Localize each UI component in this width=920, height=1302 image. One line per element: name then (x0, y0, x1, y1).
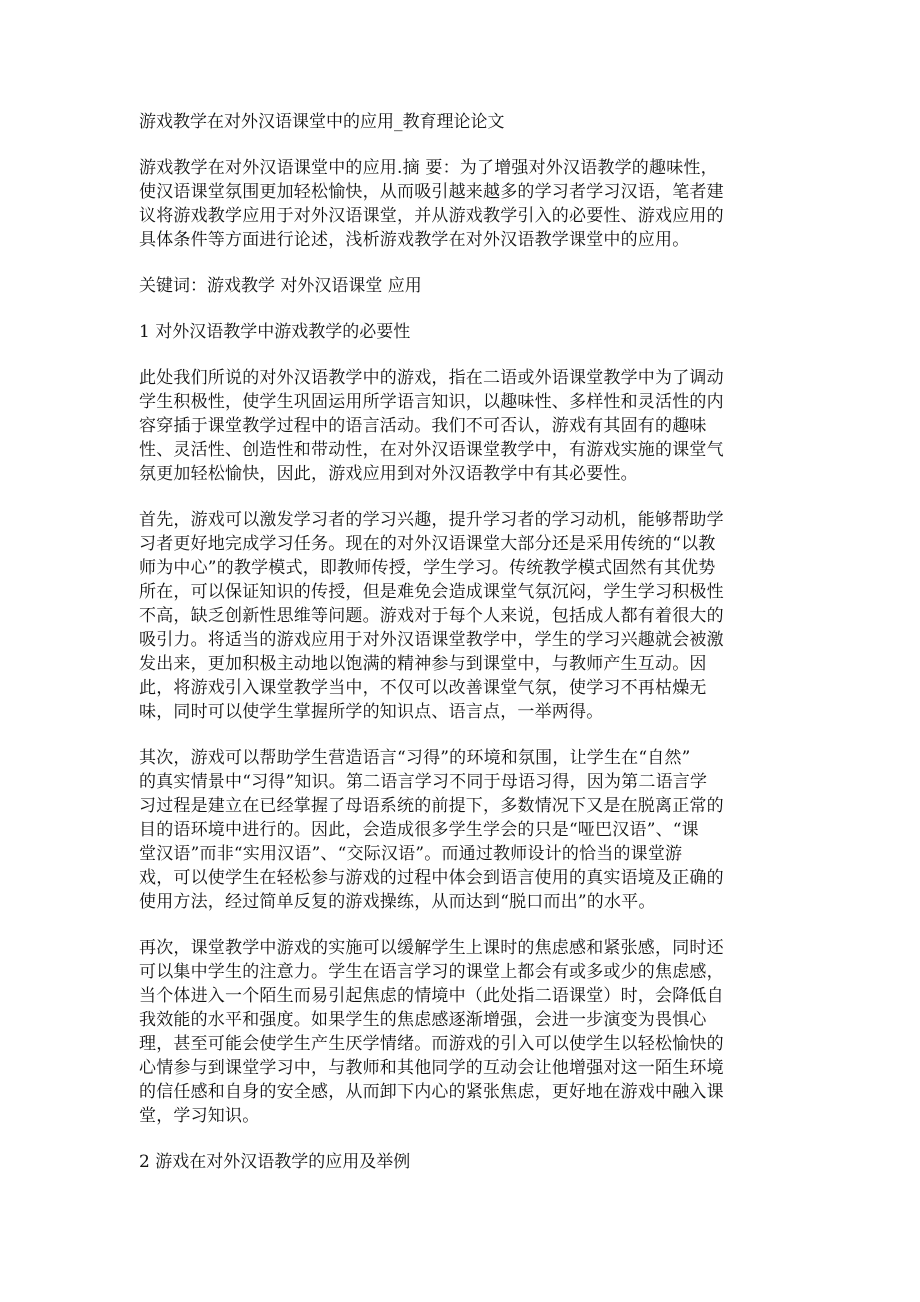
paragraph-line: 此，将游戏引入课堂教学当中，不仅可以改善课堂气氛，使学习不再枯燥无 (139, 678, 707, 698)
paragraph-line: 戏，可以使学生在轻松参与游戏的过程中体会到语言使用的真实语境及正确的 (139, 868, 724, 888)
paragraph-line: 当个体进入一个陌生而易引起焦虑的情境中（此处指二语课堂）时，会降低自 (139, 986, 724, 1006)
document-title: 游戏教学在对外汉语课堂中的应用_教育理论论文 (139, 112, 505, 132)
paragraph-line: 容穿插于课堂教学过程中的语言活动。我们不可否认，游戏有其固有的趣味 (139, 416, 707, 436)
paragraph-line: 目的语环境中进行的。因此，会造成很多学生学会的只是“哑巴汉语”、“课 (139, 820, 699, 840)
section-heading-2: 2 游戏在对外汉语教学的应用及举例 (139, 1152, 411, 1172)
body-paragraph-4 (139, 936, 789, 1128)
abstract-line: 使汉语课堂氛围更加轻松愉快，从而吸引越来越多的学习者学习汉语，笔者建 (139, 182, 724, 202)
abstract-paragraph (139, 156, 789, 252)
paragraph-line: 堂，学习知识。 (139, 1106, 260, 1126)
paragraph-line: 氛更加轻松愉快，因此，游戏应用到对外汉语教学中有其必要性。 (139, 464, 638, 484)
paragraph-line: 发出来，更加积极主动地以饱满的精神参与到课堂中，与教师产生互动。因 (139, 654, 707, 674)
abstract-line: 具体条件等方面进行论述，浅析游戏教学在对外汉语教学课堂中的应用。 (139, 230, 690, 250)
paragraph-line: 使用方法，经过简单反复的游戏操练，从而达到“脱口而出”的水平。 (139, 892, 656, 912)
paragraph-line: 习过程是建立在已经掌握了母语系统的前提下，多数情况下又是在脱离正常的 (139, 796, 724, 816)
paragraph-line: 的信任感和自身的安全感，从而卸下内心的紧张焦虑，更好地在游戏中融入课 (139, 1082, 724, 1102)
paragraph-line: 学生积极性，使学生巩固运用所学语言知识，以趣味性、多样性和灵活性的内 (139, 392, 724, 412)
abstract-line: 游戏教学在对外汉语课堂中的应用.摘 要：为了增强对外汉语教学的趣味性， (139, 158, 718, 178)
paragraph-line: 理，甚至可能会使学生产生厌学情绪。而游戏的引入可以使学生以轻松愉快的 (139, 1034, 724, 1054)
body-paragraph-1 (139, 366, 789, 486)
paragraph-line: 吸引力。将适当的游戏应用于对外汉语课堂教学中，学生的学习兴趣就会被激 (139, 630, 724, 650)
paragraph-line: 我效能的水平和强度。如果学生的焦虑感逐渐增强，会进一步演变为畏惧心 (139, 1010, 707, 1030)
paragraph-line: 可以集中学生的注意力。学生在语言学习的课堂上都会有或多或少的焦虑感， (139, 962, 724, 982)
paragraph-line: 再次，课堂教学中游戏的实施可以缓解学生上课时的焦虑感和紧张感，同时还 (139, 938, 724, 958)
paragraph-line: 堂汉语”而非“实用汉语”、“交际汉语”。而通过教师设计的恰当的课堂游 (139, 844, 683, 864)
section-heading-1: 1 对外汉语教学中游戏教学的必要性 (139, 322, 411, 342)
paragraph-line: 的真实情景中“习得”知识。第二语言学习不同于母语习得，因为第二语言学 (139, 772, 708, 792)
paragraph-line: 首先，游戏可以激发学习者的学习兴趣，提升学习者的学习动机，能够帮助学 (139, 510, 724, 530)
paragraph-line: 味，同时可以使学生掌握所学的知识点、语言点，一举两得。 (139, 702, 604, 722)
paragraph-line: 习者更好地完成学习任务。现在的对外汉语课堂大部分还是采用传统的“以教 (139, 534, 716, 554)
paragraph-line: 师为中心”的教学模式，即教师传授，学生学习。传统教学模式固然有其优势 (139, 558, 716, 578)
body-paragraph-3 (139, 746, 789, 914)
abstract-line: 议将游戏教学应用于对外汉语课堂，并从游戏教学引入的必要性、游戏应用的 (139, 206, 724, 226)
keywords-line: 关键词：游戏教学 对外汉语课堂 应用 (139, 276, 422, 296)
paragraph-line: 心情参与到课堂学习中，与教师和其他同学的互动会让他增强对这一陌生环境 (139, 1058, 724, 1078)
document-content (139, 110, 789, 1196)
paragraph-line: 不高，缺乏创新性思维等问题。游戏对于每个人来说，包括成人都有着很大的 (139, 606, 724, 626)
paragraph-line: 此处我们所说的对外汉语教学中的游戏，指在二语或外语课堂教学中为了调动 (139, 368, 724, 388)
paragraph-line: 其次，游戏可以帮助学生营造语言“习得”的环境和氛围，让学生在“自然” (139, 748, 691, 768)
paragraph-line: 性、灵活性、创造性和带动性，在对外汉语课堂教学中，有游戏实施的课堂气 (139, 440, 724, 460)
body-paragraph-2 (139, 508, 789, 724)
paragraph-line: 所在，可以保证知识的传授，但是难免会造成课堂气氛沉闷，学生学习积极性 (139, 582, 724, 602)
